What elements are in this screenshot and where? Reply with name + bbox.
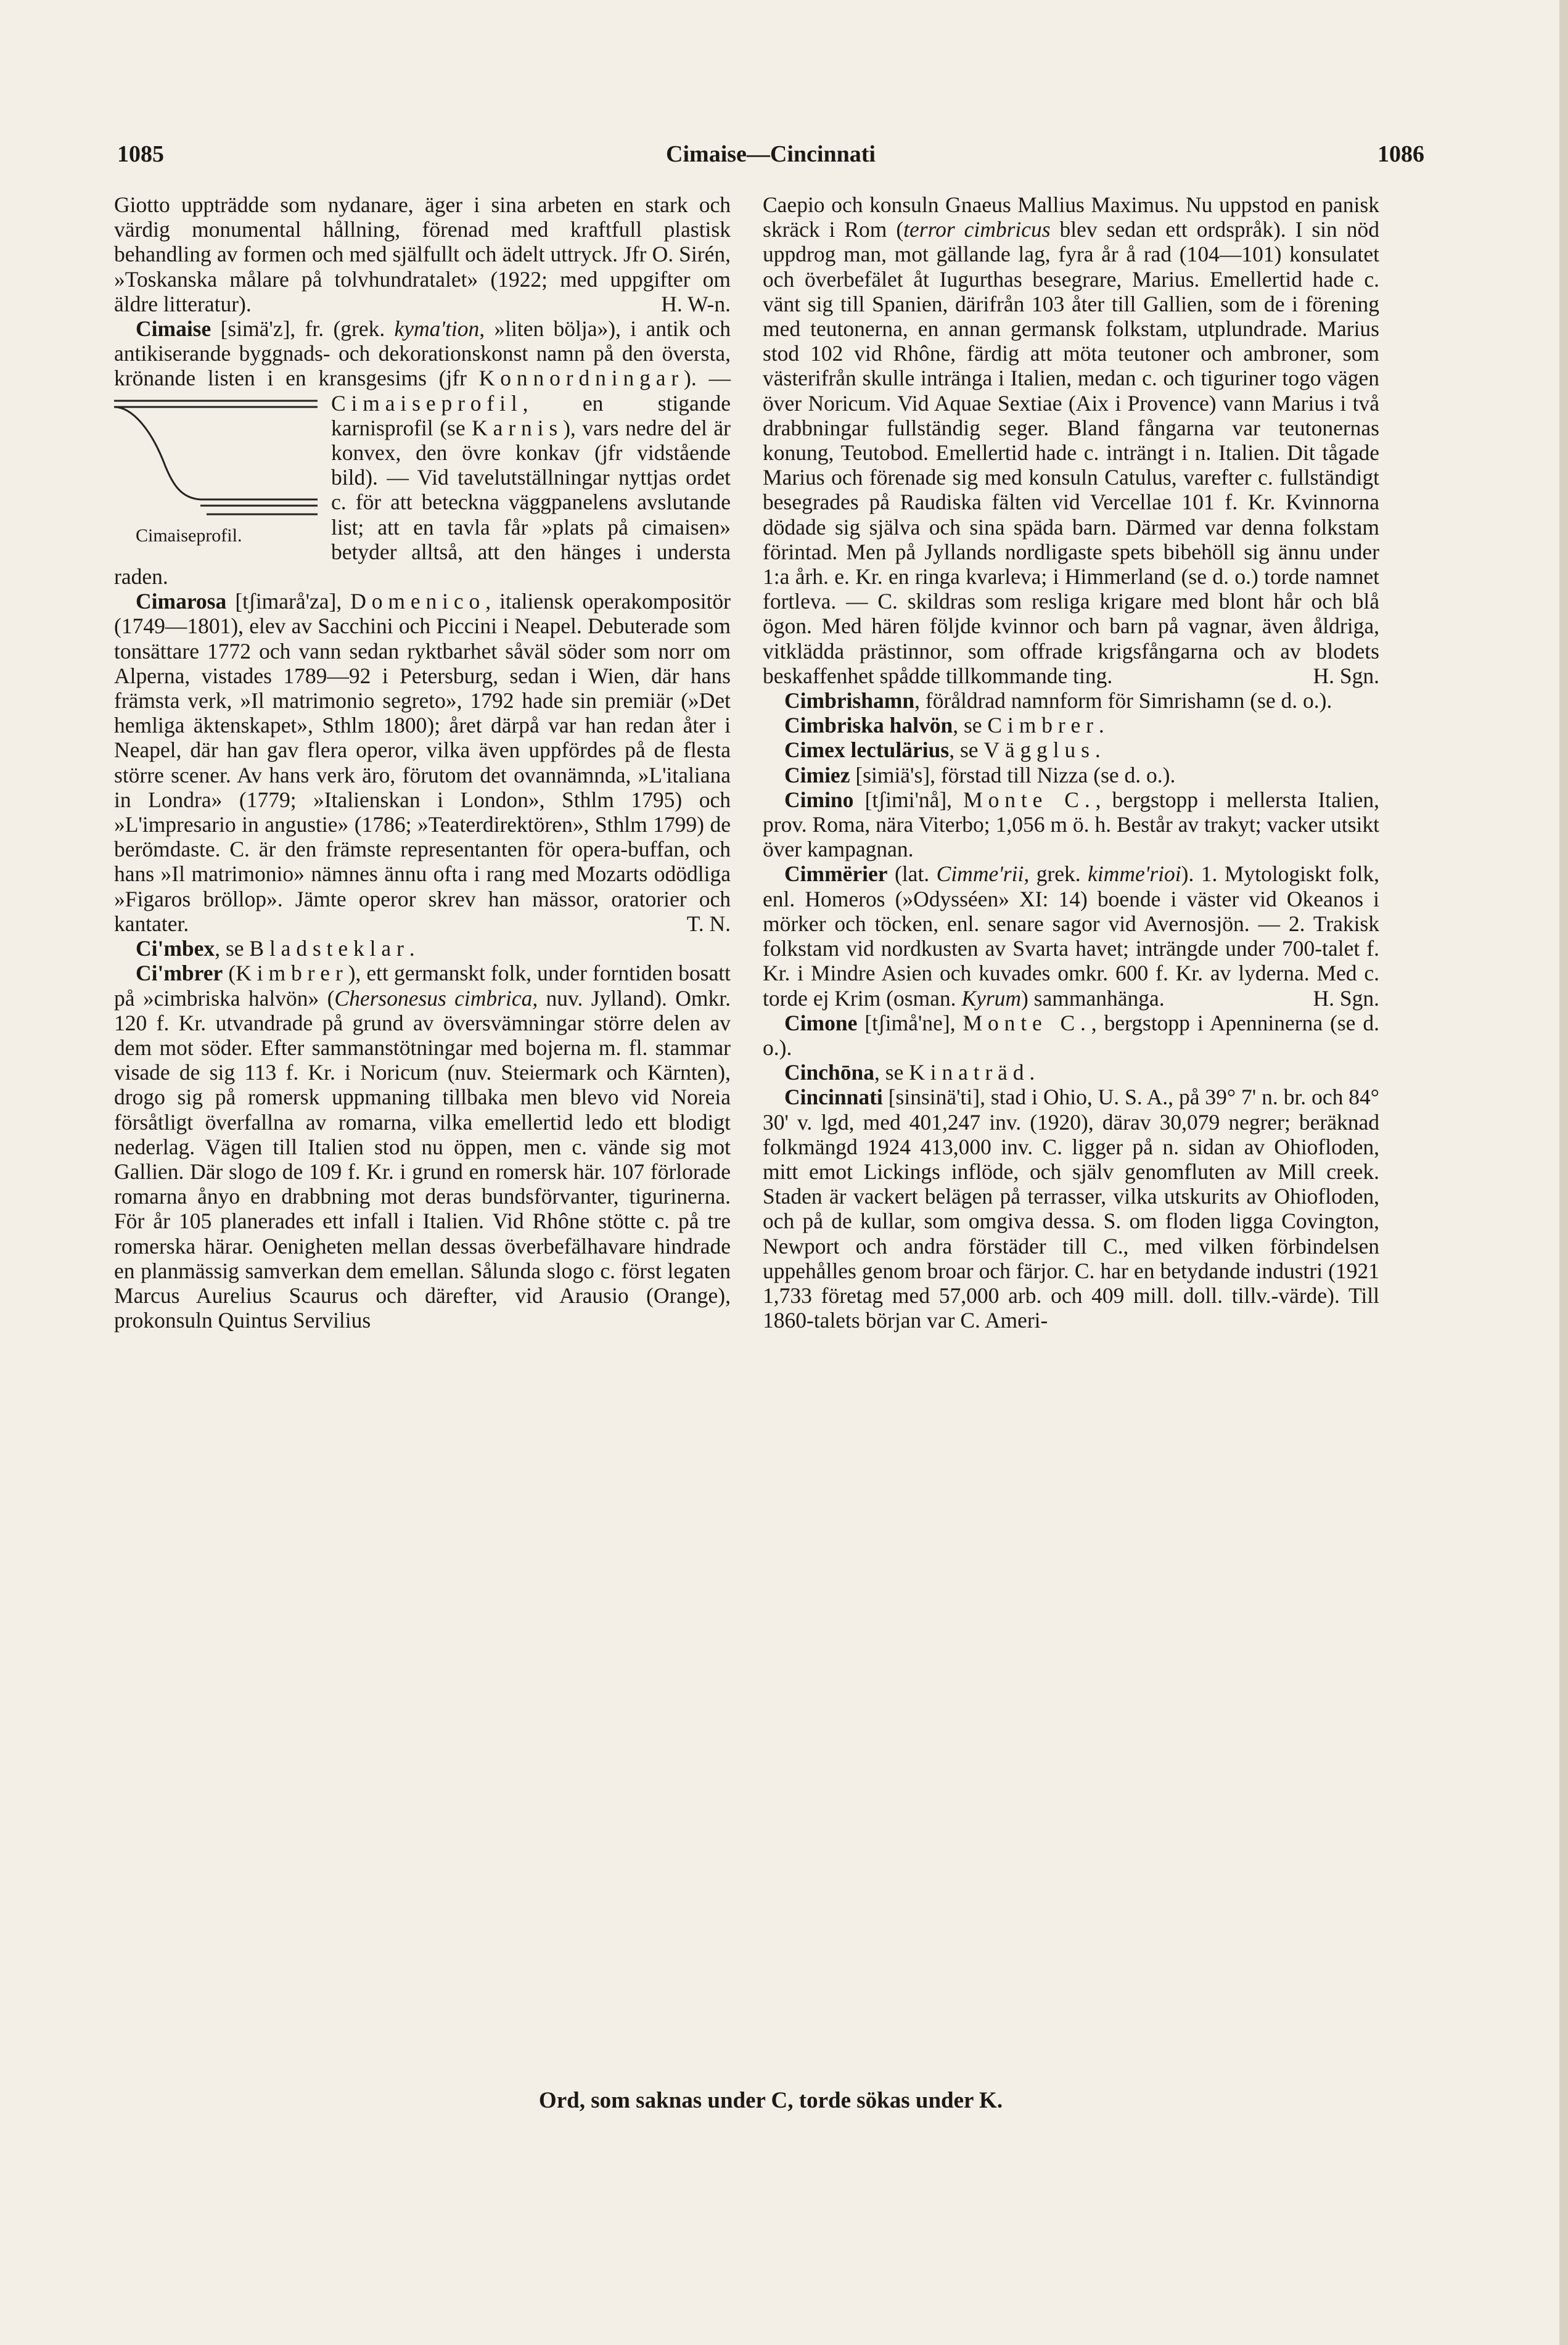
headword: Cimiez <box>784 762 850 787</box>
page-footer-note: Ord, som saknas under C, torde sökas under K. <box>538 2088 1003 2113</box>
headword: Cimbriska halvön <box>784 713 953 738</box>
entry-cimiez: Cimiez [simiä's], förstad till Nizza (se d. o.). <box>784 762 1176 787</box>
headword: Cimmërier <box>784 861 888 887</box>
headword: Cimex lectulärius <box>784 737 950 763</box>
cross-reference: Bladsteklar <box>249 936 409 961</box>
entry-cimbriska-halvon: Cimbriska halvön, se Cimbrer. <box>784 713 1104 738</box>
author-signature: T. N. <box>686 911 731 936</box>
cross-reference: Vägglus <box>983 737 1095 763</box>
entry-cincinnati: Cincinnati [sinsinä'ti], stad i Ohio, U. S. A., på 39° 7' n. br. och 84° 30' v. lgd, med 401,247 inv. (1920), därav 30,079 negrer; beräknad folkmängd 1924 413,000 inv. C. ligger på n. sidan av Ohiofloden, mitt emot Lickings inflöde, och själv genomfluten av Mill creek. Staden är vackert belägen på terrasser, vilka utskurits av Ohiofloden, och på de kullar, som omgiva dessa. S. om floden ligga Covington, Newport och andra förstäder till C., med vilken förbindelsen uppehålles genom broar och färjor. C. har en betydande industri (1921 1,733 företag med 57,000 arb. och 409 mill. doll. tillv.-värde). Till 1860-talets början var C. Ameri- <box>763 1085 1379 1333</box>
entry-cimarosa: Cimarosa [tʃimarå'za], Domenico, italiensk operakompositör (1749—1801), elev av Sacchini och Piccini i Neapel. Debuterade som tonsättare 1772 och vann sedan ryktbarhet såväl söder som norr om Alperna, vistades 1789—92 i Petersburg, sedan i Wien, där hans främsta verk, »Il matrimonio segreto», 1792 hade sin premiär (»Det hemliga äktenskapet», Sthlm 1800); året därpå var han redan åter i Neapel, där han gav flera operor, vilka även uppfördes på de flesta större scener. Av hans verk äro, förutom det ovannämnda, »L'italiana in Londra» (1779; »Italienskan i London», Sthlm 1795) och »L'impresario in angustie» (1786; »Teaterdirektören», Sthlm 1799) de berömdaste. C. är den främste representanten för opera-buffan, och hans »Il matrimonio» nämnes ännu ofta i rang med Mozarts odödliga »Figaros bröllop». Jämte operor skrev han mässor, oratorier och kantater. T. N. <box>114 589 731 936</box>
cross-reference: Karnis <box>472 415 564 440</box>
headword: Ci'mbrer <box>136 961 223 986</box>
headword: Cimino <box>784 787 854 812</box>
entry-cimino: Cimino [tʃimi'nå], Monte C., bergstopp i mellersta Italien, prov. Roma, nära Viterbo; 1,056 m ö. h. Består av trakyt; vacker utsikt över kampagnan. <box>763 787 1379 862</box>
entry-cimbrer-continued: Caepio och konsuln Gnaeus Mallius Maximus. Nu uppstod en panisk skräck i Rom (terror cimbricus blev sedan ett ordspråk). I sin nöd uppdrog man, mot gällande lag, fyra år å rad (104—101) konsulatet och överbefälet åt Iugurthas besegrare, Marius. Emellertid hade c. vänt sig till Spanien, därifrån 103 åter till Gallien, som de i förening med teutonerna, en annan germansk folkstam, utplundrade. Marius stod 102 vid Rhône, färdig att möta teutoner och ambroner, som västerifrån skulle intränga i Italien, medan c. och tiguriner togo vägen över Noricum. Vid Aquae Sextiae (Aix i Provence) vann Marius i två drabbningar fullständig seger. Bland fångarna var teutonernas konung, Teutobod. Emellertid hade c. inträngt i n. Italien. Dit tågade Marius och förenade sig med konsuln Catulus, varefter c. fullständigt besegrades på Raudiska fälten vid Vercellae 101 f. Kr. Kvinnorna dödade sig själva och sina späda barn. Därmed var denna folkstam förintad. Men på Jyllands nordligaste spets bibehöll sig ännu under 1:a årh. e. Kr. en ringa kvarleva; i Himmerland (se d. o.) torde namnet fortleva. — C. skildras som resliga krigare med blont hår och blå ögon. Med hären följde kvinnor och barn på vagnar, även åldriga, vitklädda prästinnor, som offrade krigsfångarna och av blodets beskaffenhet spådde tillkommande ting. H. Sgn. <box>763 192 1379 688</box>
entry-cimaise: Cimaise [simä'z], fr. (grek. kyma'tion, »liten bölja»), i antik och antikiserande byggnads- och dekorationskonst namn på den översta, krönande listen i en kransgesims (jfr Konnordningar). — Cimaiseprofil. Cimaiseprofil, en stigande karnisprofil (se Karnis), vars nedre del är konvex, den övre konkav (jfr vidstående bild). — Vid tavelutställningar nyttjas ordet c. för att beteckna väggpanelens avslutande list; att en tavla får »plats på cimaisen» betyder alltså, att den hänges i understa raden. <box>114 316 731 589</box>
cimaise-profile-drawing <box>114 393 318 523</box>
headword: Cimone <box>784 1010 858 1035</box>
author-signature: H. W-n. <box>661 291 731 316</box>
left-column <box>114 192 731 1333</box>
entry-cimbrishamn: Cimbrishamn, föråldrad namnform för Simrishamn (se d. o.). <box>784 688 1332 713</box>
entry-cinchona: Cinchōna, se Kinaträd. <box>784 1060 1035 1085</box>
author-signature: H. Sgn. <box>1313 663 1379 688</box>
running-header <box>117 141 1424 178</box>
page-number-left: 1085 <box>117 141 164 167</box>
right-column <box>763 192 1379 1333</box>
cross-reference: Konnordningar <box>478 366 684 391</box>
headword: Cincinnati <box>784 1085 883 1110</box>
entry-cimone: Cimone [tʃimå'ne], Monte C., bergstopp i Apenninerna (se d. o.). <box>763 1010 1379 1060</box>
entry-cimbrer: Ci'mbrer (Kimbrer), ett germanskt folk, under forntiden bosatt på »cimbriska halvön» (Chersonesus cimbrica, nuv. Jylland). Omkr. 120 f. Kr. utvandrade på grund av översvämningar större delen av dem mot söder. Efter sammanstötningar med bojerna m. fl. stammar visade de sig 113 f. Kr. i Noricum (nuv. Steiermark och Kärnten), drogo sig på romersk uppmaning tillbaka men blevo vid Noreia försåtligt överfallna av romarna, vilka emellertid ledo ett blodigt nederlag. Vägen till Italien stod nu öppen, men c. vände sig mot Gallien. Där slogo de 109 f. Kr. i grund en romersk här. 107 förlorade romarna ånyo en drabbning mot deras bundsförvanter, tigurinerna. För år 105 planerades ett infall i Italien. Vid Rhône stötte c. på tre romerska härar. Oenigheten mellan dessas överbefälhavare hindrade en planmässig samverkan dem emellan. Sålunda slogo c. först legaten Marcus Aurelius Scaurus och därefter, vid Arausio (Orange), prokonsuln Quintus Servilius <box>114 961 731 1333</box>
entry-cimbex: Ci'mbex, se Bladsteklar. <box>136 936 415 961</box>
figure-caption: Cimaiseprofil. <box>136 525 242 546</box>
entry-cimex: Cimex lectulärius, se Vägglus. <box>784 737 1101 763</box>
entry-giotto-continued: Giotto uppträdde som nydanare, äger i sina arbeten en stark och värdig monumental hållning, förenad med kraftfull plastisk behandling av formen och med själfullt och ädelt uttryck. Jfr O. Sirén, »Toskanska målare på tolvhundratalet» (1922; med uppgifter om äldre litteratur). H. W-n. <box>114 192 731 316</box>
cimaise-profile-figure <box>114 393 318 548</box>
cross-reference: Cimaiseprofil <box>331 390 523 416</box>
headword: Cimaise <box>136 316 211 342</box>
headword: Cimarosa <box>136 589 227 614</box>
cross-reference: Kinaträd <box>909 1060 1030 1085</box>
headword: Ci'mbex <box>136 936 215 961</box>
author-signature: H. Sgn. <box>1313 985 1379 1011</box>
cross-reference: Cimbrer <box>987 713 1099 738</box>
headword: Cinchōna <box>784 1060 874 1085</box>
headword: Cimbrishamn <box>784 688 915 713</box>
entry-cimmerier: Cimmërier (lat. Cimme'rii, grek. kimme'rioi). 1. Mytologiskt folk, enl. Homeros (»Odysséen» XI: 14) boende i väster vid Okeanos i mörker och töcken, enl. senare sagor vid Avernosjön. — 2. Trakisk folkstam vid nordkusten av Svarta havet; inträngde under 700-talet f. Kr. i Mindre Asien och kuvades omkr. 600 f. Kr. av lyderna. Med c. torde ej Krim (osman. Kyrum) sammanhänga. H. Sgn. <box>763 861 1379 1011</box>
scan-edge <box>1559 0 1568 2345</box>
running-title: Cimaise—Cincinnati <box>666 141 876 167</box>
page-number-right: 1086 <box>1377 141 1424 167</box>
